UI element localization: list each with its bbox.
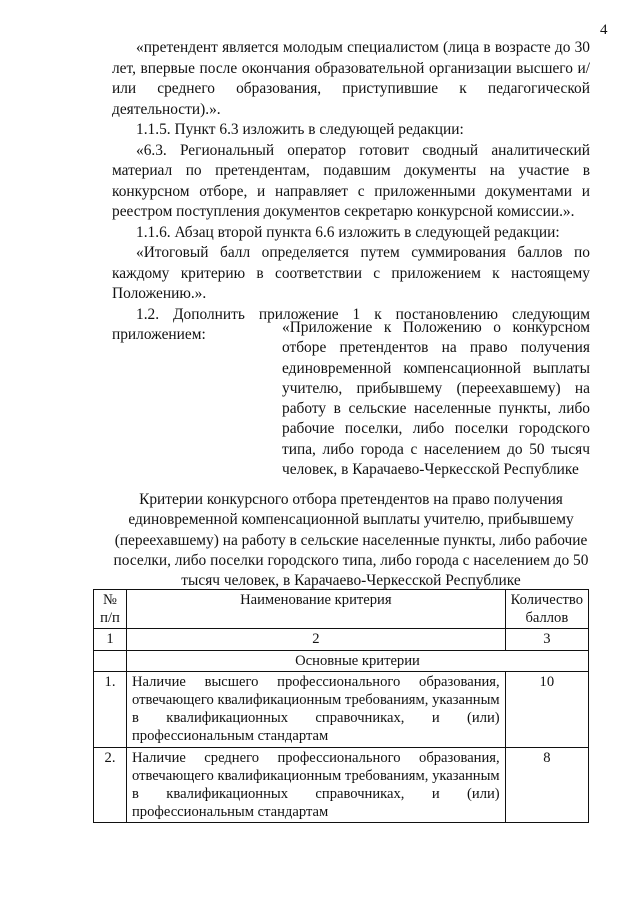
page-number: 4 [600,22,608,38]
header-points: Количество баллов [505,590,588,629]
row-number: 1. [94,671,127,747]
header-criterion-name: Наименование критерия [127,590,506,629]
section-title: Основные критерии [127,650,589,671]
criterion-points: 8 [505,747,588,823]
criterion-points: 10 [505,671,588,747]
paragraph-6-3: «6.3. Региональный оператор готовит сводный аналитический материал по претендентам, подавшим документы на участие в конкурсном отборе, и направляет с приложенными документами и реестром поступления документов секретарю конкурсной комиссии.». [112,141,590,220]
criterion-name: Наличие высшего профессионального образования, отвечающего квалификационным требованиям, указанным в квалификационных справочниках, и (или) профессиональным стандартам [127,671,506,747]
appendix-reference: «Приложение к Положению о конкурсном отборе претендентов на право получения единовременной компенсационной выплаты учителю, прибывшему (переехавшему) на работу в сельские населенные пункты, либо рабочие поселки, либо поселки городского типа, либо города с населением до 50 тысяч человек, в Карачаево-Черкесской Республике [282,319,590,479]
paragraph-1-1-5: 1.1.5. Пункт 6.3 изложить в следующей редакции: [136,121,464,138]
criteria-table [93,589,589,823]
criterion-name: Наличие среднего профессионального образования, отвечающего квалификационным требованиям, указанным в квалификационных справочниках, и (или) профессиональным стандартам [127,747,506,823]
column-number-1: 1 [94,629,127,650]
column-number-3: 3 [505,629,588,650]
paragraph-final-score: «Итоговый балл определяется путем суммирования баллов по каждому критерию в соответствии с приложением к настоящему Положению.». [112,244,590,302]
table-row [94,671,589,747]
table-section-row [94,650,589,671]
paragraph-young-specialist: «претендент является молодым специалистом (лица в возрасте до 30 лет, впервые после окончания образовательной организации высшего и/или среднего образования, приступившие к педагогической деятельности).». [112,39,590,118]
table-row [94,747,589,823]
table-header-row [94,590,589,629]
column-number-2: 2 [127,629,506,650]
row-number: 2. [94,747,127,823]
header-number: № п/п [94,590,127,629]
paragraph-1-2: 1.2. Дополнить приложение 1 к постановлению следующим приложением: [112,305,590,343]
amendment-text [112,38,590,346]
table-numbering-row [94,629,589,650]
criteria-title: Критерии конкурсного отбора претендентов на право получения единовременной компенсационной выплаты учителю, прибывшему (переехавшему) на работу в сельские населенные пункты, либо рабочие поселки, либо поселки городского типа, либо города с населением до 50 тысяч человек, в Карачаево-Черкесской Республике [113,491,589,590]
paragraph-1-1-6: 1.1.6. Абзац второй пункта 6.6 изложить в следующей редакции: [136,223,560,241]
